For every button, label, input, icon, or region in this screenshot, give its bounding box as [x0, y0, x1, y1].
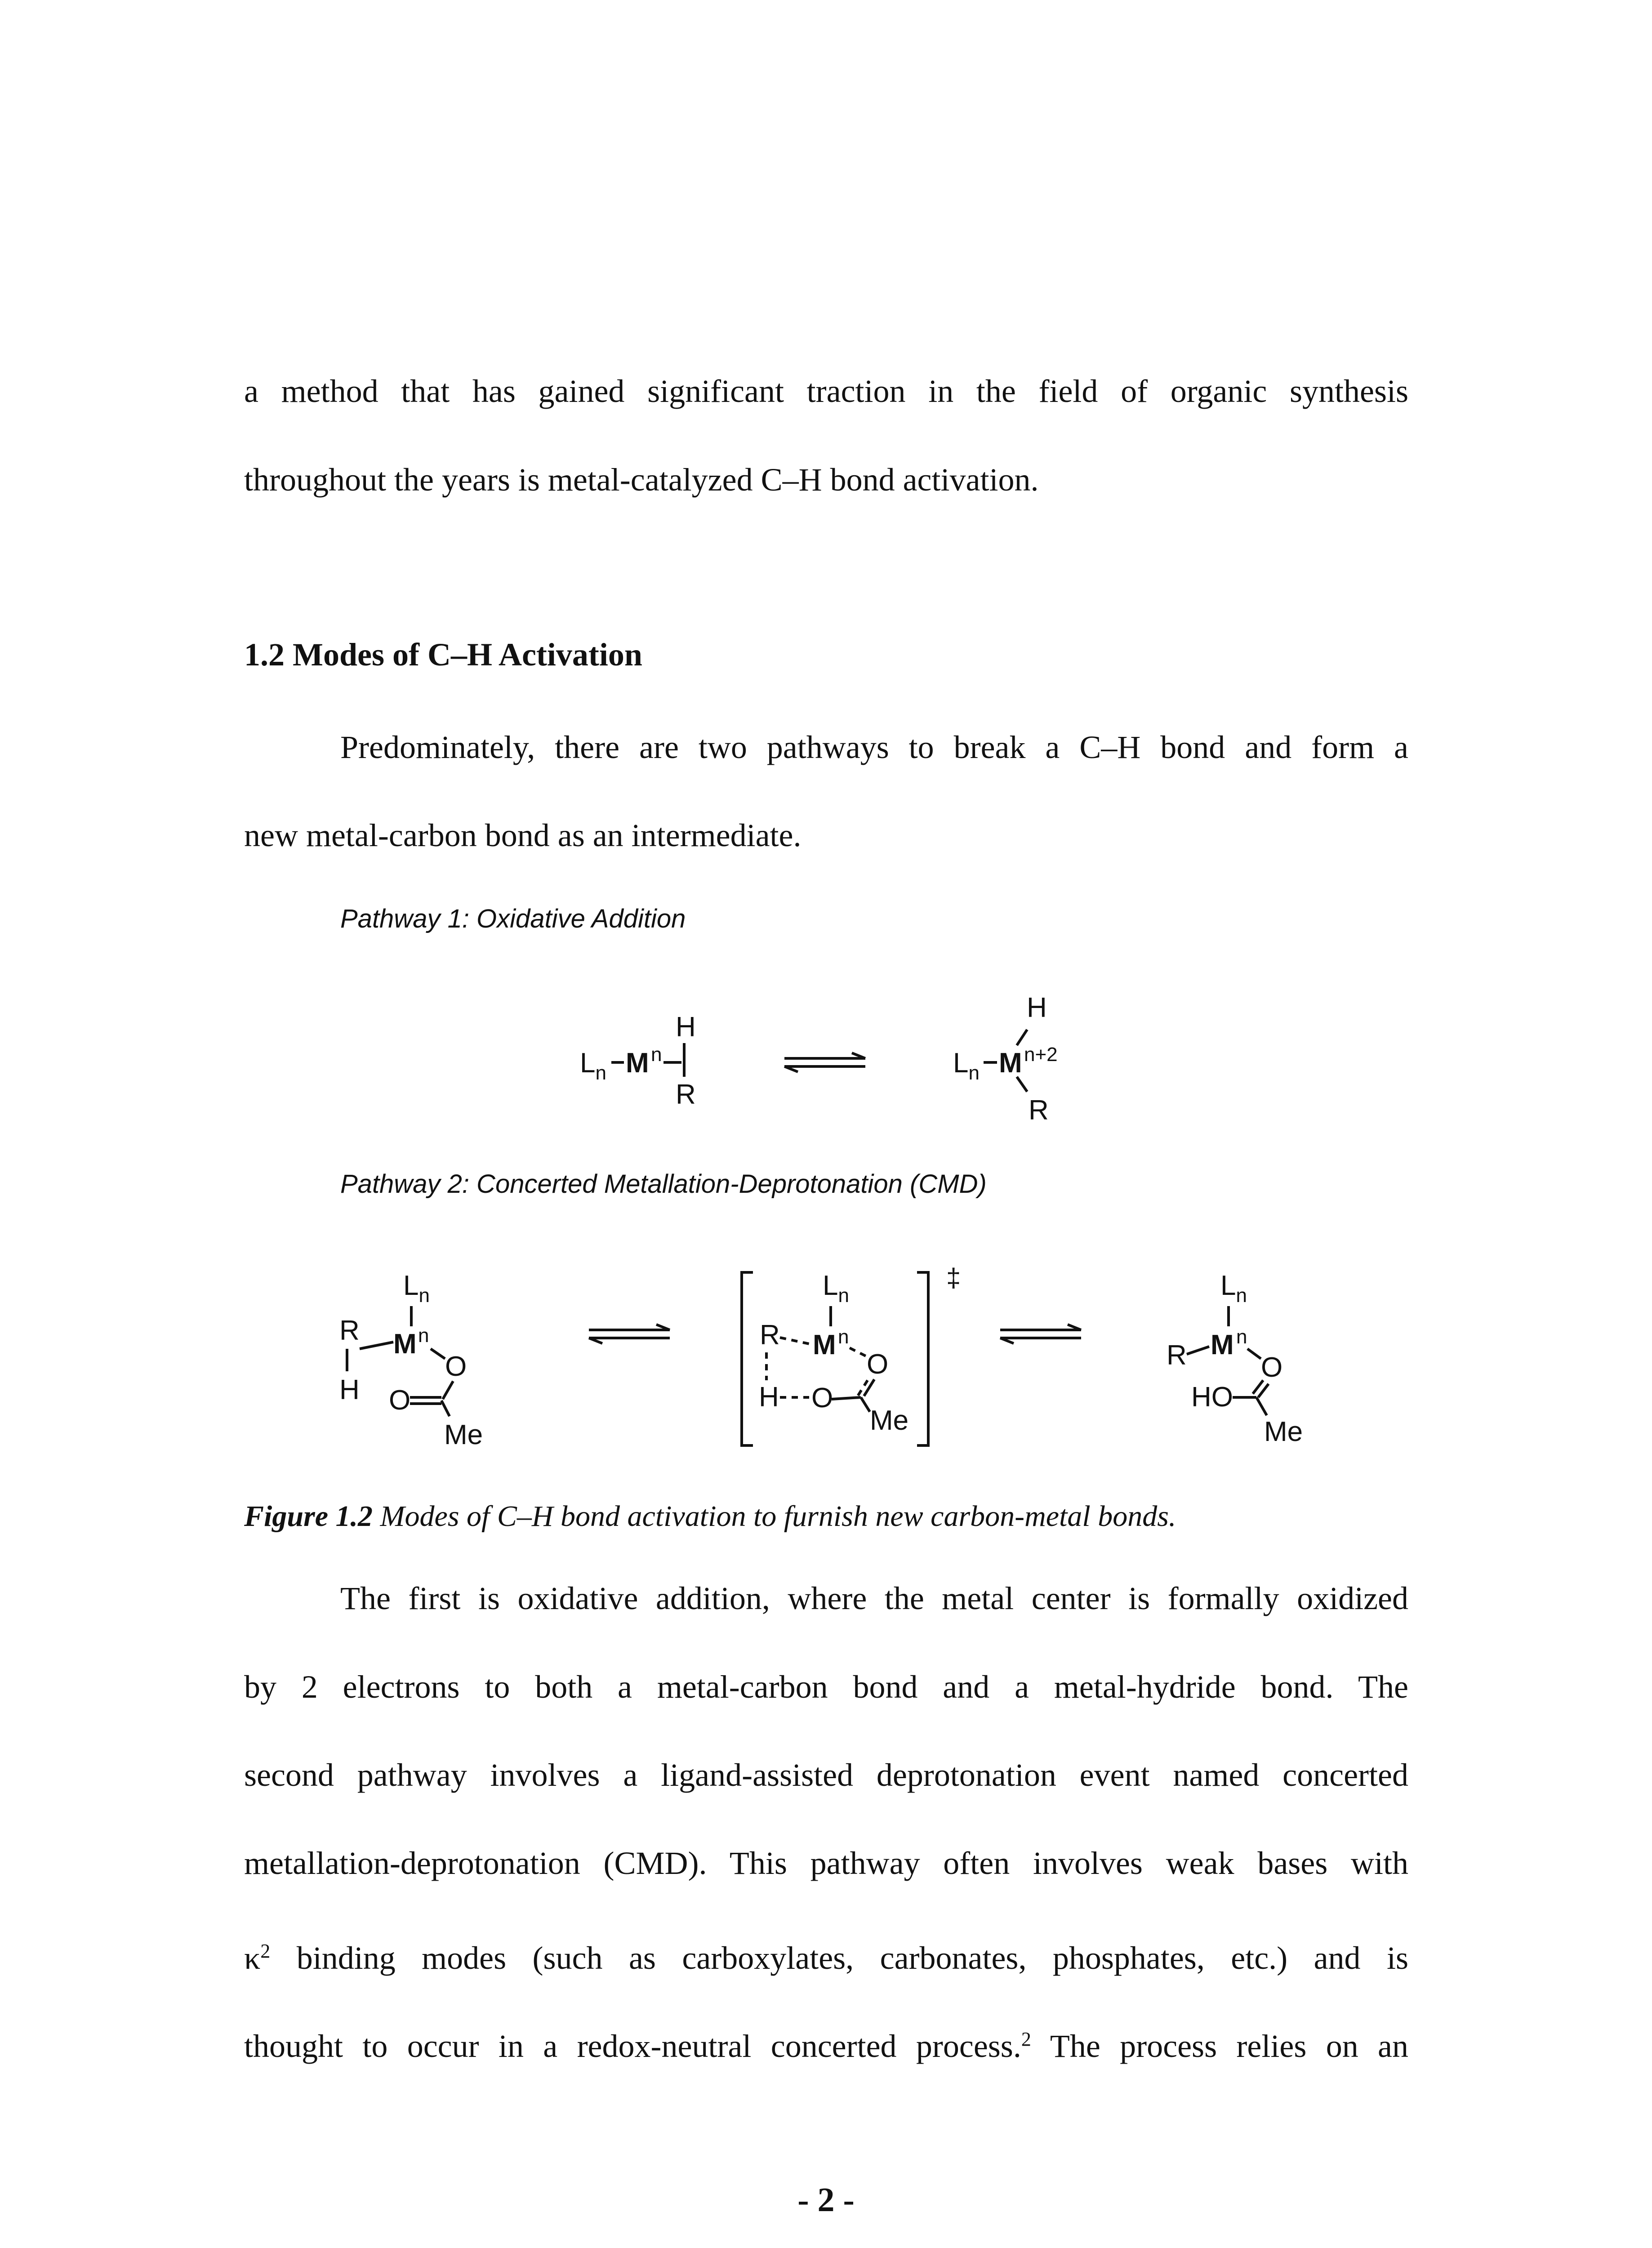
svg-text:O: O: [1261, 1352, 1283, 1383]
body-line-6-rest: The process relies on an: [1031, 2028, 1408, 2064]
pathway-paragraph-line-1: Predominately, there are two pathways to break a C–H bond and form a: [340, 729, 1408, 765]
svg-text:Ln: $L_n$: [403, 1270, 430, 1307]
svg-text:O: O: [389, 1385, 411, 1416]
svg-text:Me: Me: [1264, 1416, 1303, 1447]
svg-text:H: H: [759, 1382, 779, 1413]
svg-text:R: R: [1029, 1095, 1049, 1126]
svg-text:n: n: [1236, 1326, 1247, 1348]
body-line-5-text: binding modes (such as carboxylates, carbonates, phosphates, etc.) and is: [270, 1940, 1408, 1976]
kappa-symbol: κ: [244, 1940, 261, 1976]
svg-text:Ln: $L_n$: [823, 1270, 849, 1307]
body-line-3: second pathway involves a ligand-assisted deprotonation event named concerted: [244, 1757, 1408, 1793]
figure-caption-text: Modes of C–H bond activation to furnish new carbon-metal bonds.: [380, 1500, 1176, 1533]
oxidative-addition-reactant: [580, 1012, 696, 1110]
svg-text:R: R: [1167, 1340, 1187, 1371]
page-number: - 2 -: [797, 2181, 855, 2219]
svg-text:Me: Me: [870, 1405, 909, 1436]
svg-text:M: M: [1211, 1329, 1234, 1360]
equilibrium-arrow-3: [1000, 1325, 1081, 1343]
kappa-superscript: 2: [260, 1940, 271, 1962]
svg-text:R: R: [760, 1320, 780, 1351]
pathway-2-label: Pathway 2: Concerted Metallation-Deprotonation (CMD): [340, 1169, 987, 1199]
body-line-4: metallation-deprotonation (CMD). This pathway often involves weak bases with: [244, 1845, 1408, 1881]
svg-text:Ln: $L_n$: [953, 1048, 980, 1084]
intro-line-1: a method that has gained significant traction in the field of organic synthesis: [244, 373, 1408, 409]
svg-text:M: M: [813, 1329, 836, 1360]
body-line-1: The first is oxidative addition, where the metal center is formally oxidized: [340, 1580, 1408, 1616]
equilibrium-arrow-2: [589, 1325, 670, 1343]
svg-text:R: R: [339, 1315, 360, 1346]
figure-caption: [244, 1499, 1176, 1534]
citation-superscript: 2: [1021, 2028, 1031, 2050]
svg-text:M: M: [393, 1329, 417, 1360]
svg-text:Ln: $L_n$: [580, 1048, 606, 1084]
intro-line-2: throughout the years is metal-catalyzed C–H bond activation.: [244, 462, 1039, 498]
svg-text:O: O: [445, 1351, 467, 1382]
pathway-1-label: Pathway 1: Oxidative Addition: [340, 904, 686, 933]
cmd-product: [1167, 1270, 1303, 1447]
cmd-reactant: [339, 1270, 483, 1450]
svg-text:‡: ‡: [946, 1263, 961, 1293]
equilibrium-arrow-1: [784, 1053, 865, 1072]
svg-text:HO: HO: [1191, 1382, 1233, 1413]
svg-text:H: H: [1027, 992, 1047, 1023]
svg-text:n: n: [838, 1326, 849, 1348]
cmd-transition-state: [742, 1263, 961, 1445]
body-line-2: by 2 electrons to both a metal-carbon bond and a metal-hydride bond. The: [244, 1669, 1408, 1705]
pathway-paragraph-line-2: new metal-carbon bond as an intermediate.: [244, 817, 802, 853]
svg-text:H: H: [339, 1374, 360, 1405]
figure-caption-label: Figure 1.2: [244, 1500, 373, 1533]
svg-text:M: M: [999, 1048, 1022, 1079]
svg-text:Ln: $L_n$: [1220, 1270, 1247, 1307]
svg-text:n: n: [651, 1044, 662, 1066]
svg-text:n: n: [418, 1325, 429, 1347]
body-line-5: [244, 1929, 1408, 1980]
svg-text:M: M: [626, 1048, 649, 1079]
body-line-6-text: thought to occur in a redox-neutral concerted process.: [244, 2028, 1021, 2064]
svg-text:H: H: [676, 1012, 696, 1043]
svg-text:O: O: [867, 1349, 889, 1380]
svg-text:O: O: [811, 1383, 833, 1414]
oxidative-addition-product: [953, 992, 1058, 1126]
svg-text:R: R: [676, 1079, 696, 1110]
svg-text:Me: Me: [444, 1419, 483, 1450]
body-line-6: [244, 2017, 1408, 2069]
section-heading: 1.2 Modes of C–H Activation: [244, 637, 642, 673]
svg-text:n+2: n+2: [1024, 1044, 1058, 1066]
